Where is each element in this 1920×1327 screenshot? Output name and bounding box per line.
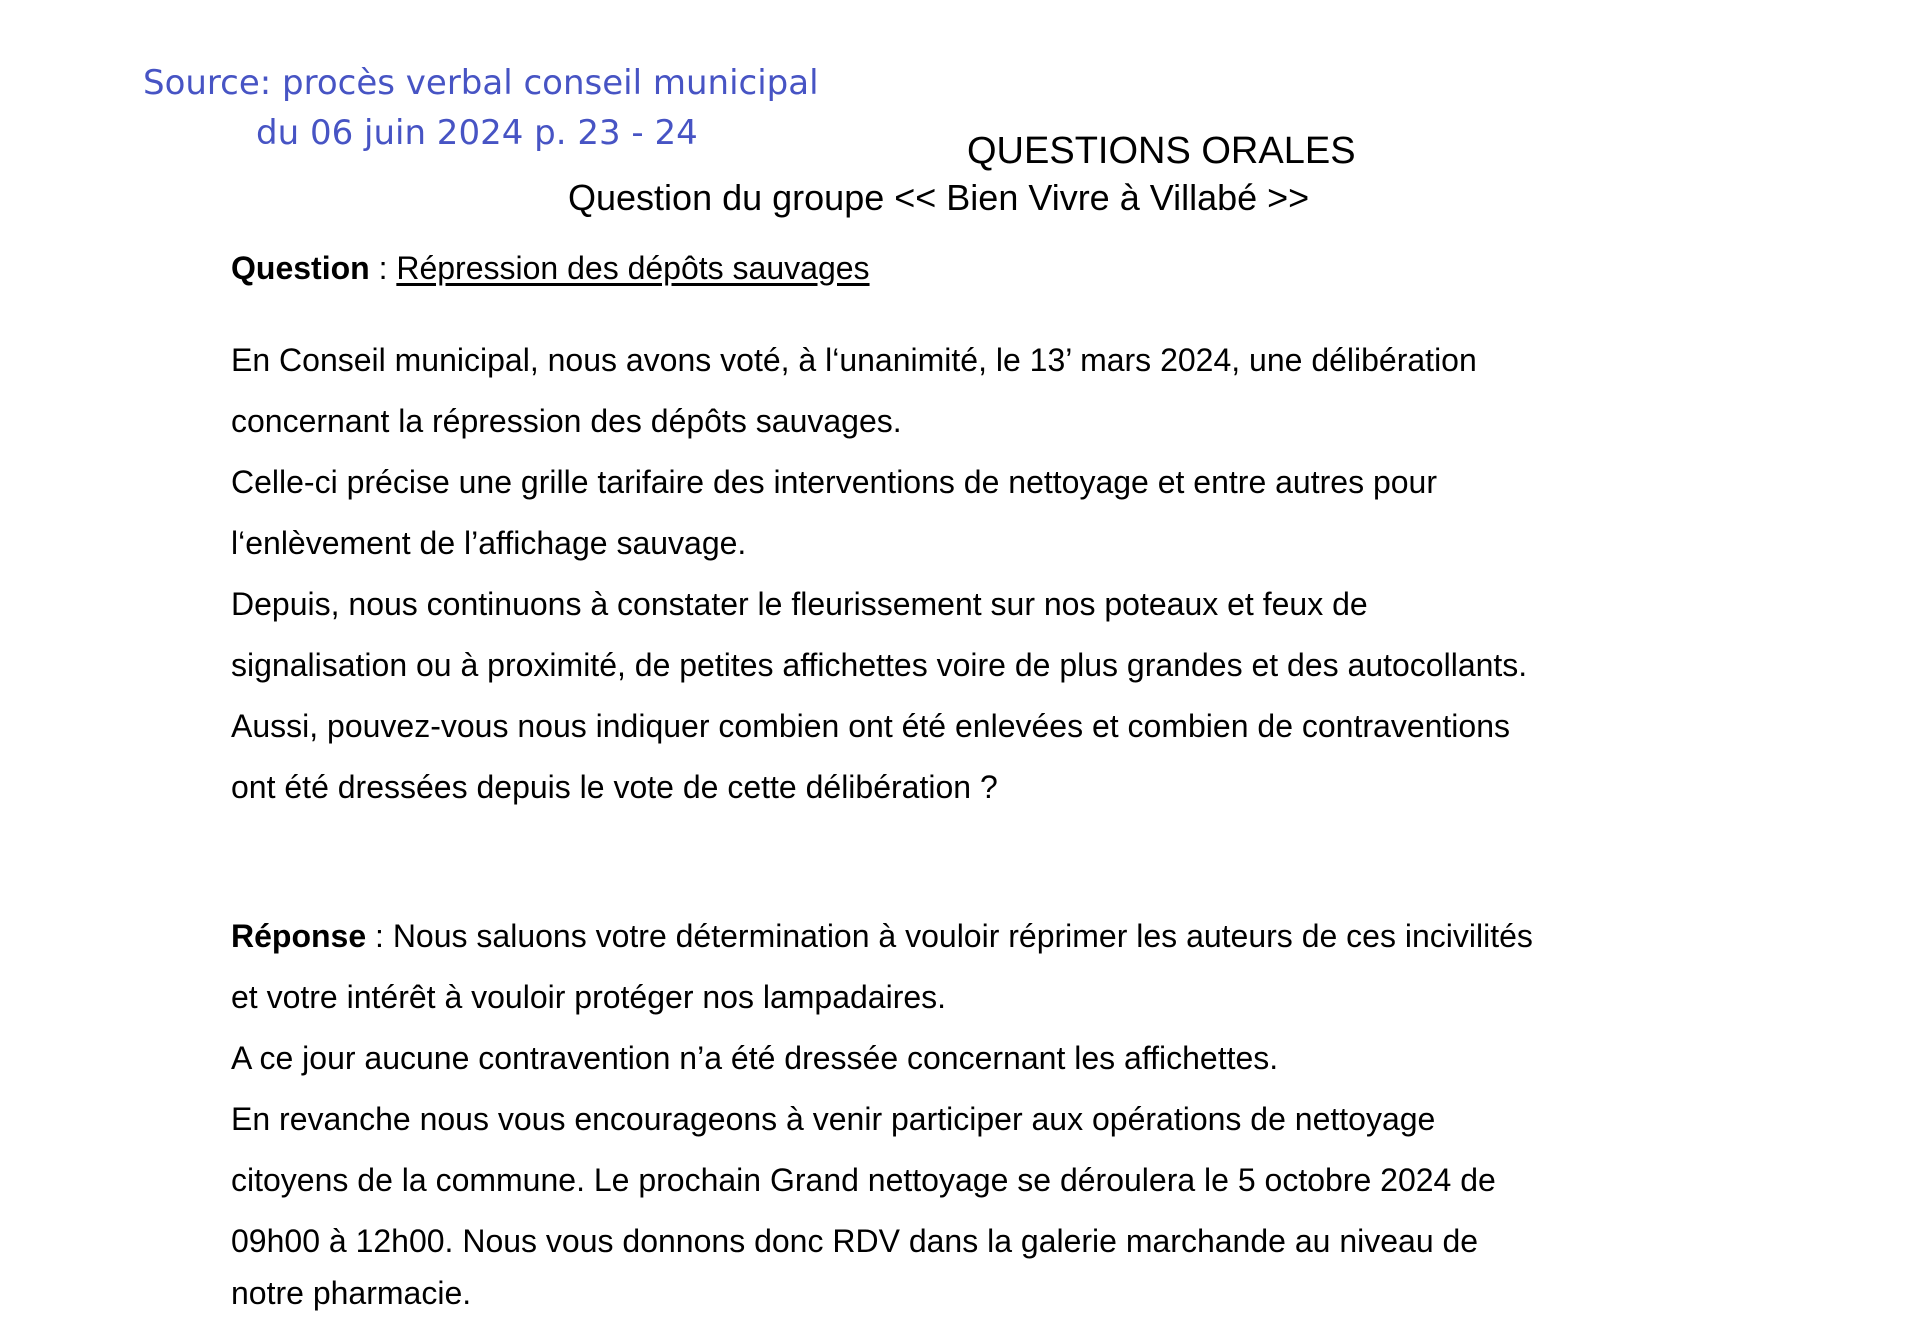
page-subtitle: Question du groupe << Bien Vivre à Villabé >>: [568, 177, 1310, 218]
question-label: Question: [231, 250, 370, 286]
response-label: Réponse: [231, 918, 367, 954]
question-heading: [231, 250, 1731, 287]
response-first-line: [231, 906, 1731, 967]
page-title: QUESTIONS ORALES: [967, 130, 1356, 172]
response-line: En revanche nous vous encourageons à venir participer aux opérations de nettoyage: [231, 1101, 1436, 1137]
response-first-text: Nous saluons votre détermination à vouloir réprimer les auteurs de ces incivilités: [392, 918, 1533, 954]
question-line: signalisation ou à proximité, de petites affichettes voire de plus grandes et des autocollants.: [231, 647, 1528, 683]
response-separator: :: [366, 918, 393, 954]
response-line: citoyens de la commune. Le prochain Grand nettoyage se déroulera le 5 octobre 2024 de: [231, 1162, 1496, 1198]
response-body: [231, 906, 1731, 1315]
question-line: En Conseil municipal, nous avons voté, à l‘unanimité, le 13’ mars 2024, une délibération: [231, 342, 1477, 378]
response-line: et votre intérêt à vouloir protéger nos lampadaires.: [231, 979, 947, 1015]
question-line: Celle-ci précise une grille tarifaire des interventions de nettoyage et entre autres pour: [231, 464, 1437, 500]
source-line-1: Source: procès verbal conseil municipal: [143, 63, 819, 103]
question-body: [231, 330, 1731, 818]
response-line: 09h00 à 12h00. Nous vous donnons donc RDV dans la galerie marchande au niveau de: [231, 1223, 1479, 1259]
source-line-2: du 06 juin 2024 p. 23 - 24: [256, 113, 698, 153]
question-subject: Répression des dépôts sauvages: [396, 250, 870, 286]
source-note: [143, 58, 819, 158]
response-last-line: notre pharmacie.: [231, 1275, 472, 1311]
question-separator: :: [369, 250, 397, 286]
question-line: l‘enlèvement de l’affichage sauvage.: [231, 525, 747, 561]
question-line: Aussi, pouvez-vous nous indiquer combien ont été enlevées et combien de contraventions: [231, 708, 1510, 744]
response-line: A ce jour aucune contravention n’a été dressée concernant les affichettes.: [231, 1040, 1279, 1076]
question-line: ont été dressées depuis le vote de cette délibération ?: [231, 769, 998, 805]
question-line: Depuis, nous continuons à constater le fleurissement sur nos poteaux et feux de: [231, 586, 1368, 622]
question-line: concernant la répression des dépôts sauvages.: [231, 403, 902, 439]
